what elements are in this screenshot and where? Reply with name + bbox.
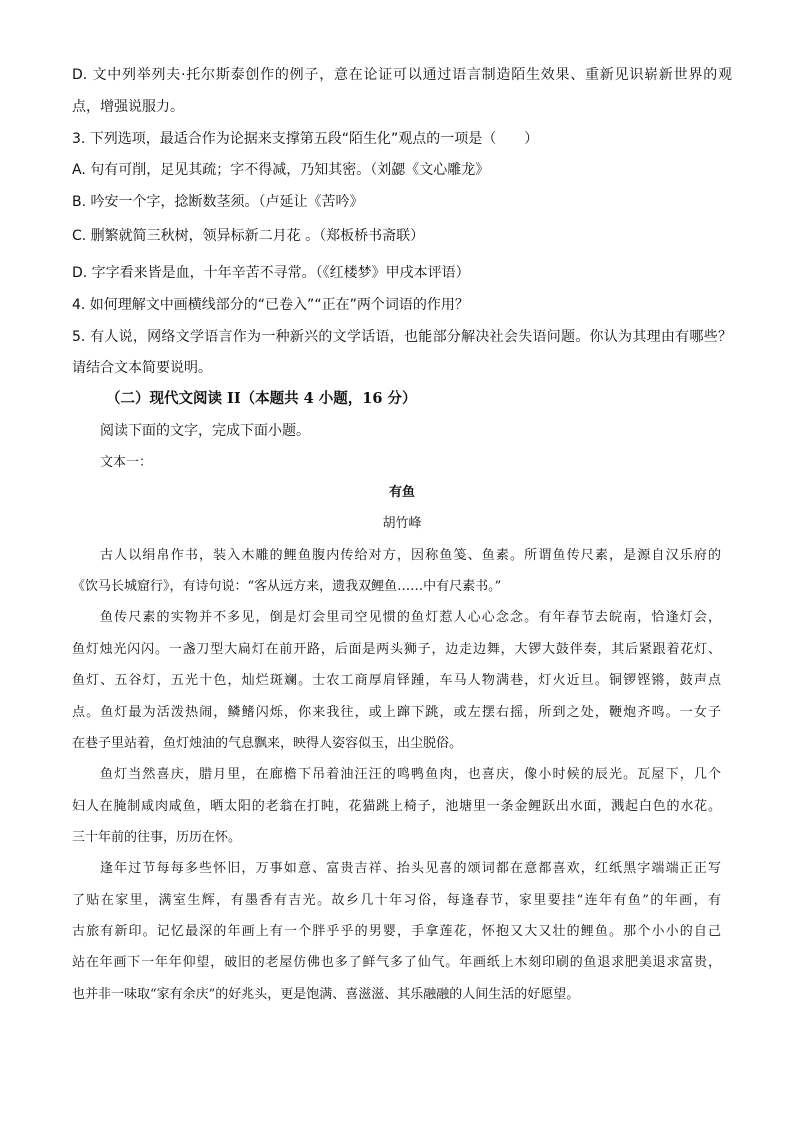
paragraph-2-line-2: 鱼灯烛光闪闪。一盏刀型大扁灯在前开路，后面是两头狮子，边走边舞，大锣大鼓伴奏，其后紧跟着花灯、 [72, 642, 721, 657]
option-d-line-2: 点，增强说服力。 [72, 99, 184, 115]
question-5-line-2: 请结合文本简要说明。 [72, 360, 212, 376]
option-d-line-1: D. 文中列举列夫·托尔斯泰创作的例子，意在论证可以通过语言制造陌生效果、重新见识崭新世界的观 [72, 67, 732, 83]
text-one-label: 文本一： [100, 455, 153, 470]
section-heading: （二）现代文阅读 II（本题共 4 小题，16 分） [106, 390, 417, 407]
article-author: 胡竹峰 [382, 516, 422, 531]
paragraph-4-line-1: 逢年过节每每多些怀旧，万事如意、富贵吉祥、抬头见喜的颂词都在意都喜欢，红纸黑字端端正正写 [100, 861, 721, 876]
paragraph-2-line-4: 点。鱼灯最为活泼热闹，鳞鳍闪烁，你来我往，或上蹿下跳，或左摆右摇，所到之处，鞭炮齐鸣。一女子 [72, 705, 721, 720]
paragraph-4-line-4: 站在年画下一年年仰望，破旧的老屋仿佛也多了鲜气多了仙气。年画纸上木刻印刷的鱼退求肥美退求富贵， [72, 955, 721, 970]
question-3-option-c: C. 删繁就简三秋树，领异标新二月花 。（郑板桥书斋联） [72, 228, 425, 244]
paragraph-3-line-3: 三十年前的往事，历历在怀。 [72, 830, 242, 845]
article-title: 有鱼 [388, 485, 415, 500]
reading-instruction: 阅读下面的文字，完成下面小题。 [100, 423, 310, 439]
paragraph-2-line-3: 鱼灯、五谷灯，五光十色，灿烂斑斓。士农工商厚肩铎踵，车马人物满巷，灯火近旦。铜锣铿锵，鼓声点 [72, 673, 721, 688]
paragraph-4-line-5: 也并非一味取“家有余庆”的好兆头，更是饱满、喜滋滋、其乐融融的人间生活的好愿望。 [72, 987, 580, 1002]
paragraph-2-line-1: 鱼传尺素的实物并不多见，倒是灯会里司空见惯的鱼灯惹人心心念念。有年春节去皖南，恰逢灯会， [100, 610, 721, 625]
question-3-option-d: D. 字字看来皆是血，十年辛苦不寻常。（《红楼梦》甲戌本评语） [72, 265, 470, 281]
paragraph-3-line-1: 鱼灯当然喜庆，腊月里，在廊檐下吊着油汪汪的鸣鸭鱼肉，也喜庆，像小时候的辰光。瓦屋下，几个 [100, 767, 721, 782]
question-5-line-1: 5. 有人说，网络文学语言作为一种新兴的文学话语，也能部分解决社会失语问题。你认为其理由有哪些？ [72, 329, 732, 345]
paragraph-4-line-3: 古旅有新印。记忆最深的年画上有一个胖乎乎的男婴，手拿莲花，怀抱又大又壮的鲤鱼。那个小小的自己 [72, 924, 721, 939]
paragraph-1-line-2: 《饮马长城窟行》，有诗句说：“客从远方来，遗我双鲤鱼……中有尺素书。” [72, 579, 502, 594]
paragraph-3-line-2: 妇人在腌制咸肉咸鱼，晒太阳的老翁在打盹，花猫跳上椅子，池塘里一条金鲤跃出水面，溅起白色的水花。 [72, 799, 721, 814]
paragraph-2-line-5: 在巷子里站着，鱼灯烛油的气息飘来，映得人姿容似玉，出尘脱俗。 [72, 736, 463, 751]
paragraph-1-line-1: 古人以绢帛作书，装入木雕的鲤鱼腹内传给对方，因称鱼笺、鱼素。所谓鱼传尺素，是源自汉乐府的 [100, 548, 721, 563]
question-4: 4. 如何理解文中画横线部分的“已卷入”“正在”两个词语的作用？ [72, 297, 469, 313]
question-3-option-a: A. 句有可削，足见其疏；字不得减，乃知其密。（刘勰《文心雕龙》 [72, 162, 490, 178]
paragraph-4-line-2: 了贴在家里，满室生辉，有墨香有吉光。故乡几十年习俗，每逢春节，家里要挂“连年有鱼”的年画，有 [72, 893, 721, 908]
question-3-option-b: B. 吟安一个字，捻断数茎须。（卢延让《苦吟》 [72, 194, 364, 210]
question-3: 3. 下列选项，最适合作为论据来支撑第五段“陌生化”观点的一项是（ ） [72, 131, 539, 147]
